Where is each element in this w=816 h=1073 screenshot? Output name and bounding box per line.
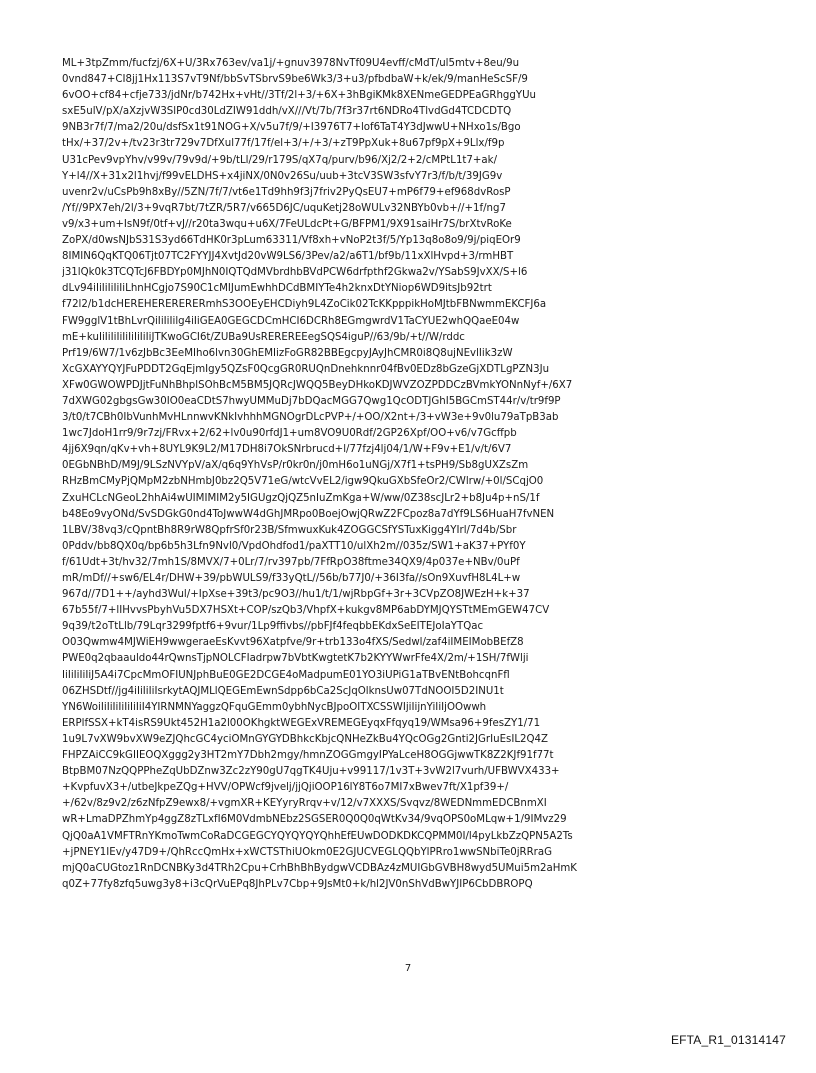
text-line: O03Qwmw4MJWiEH9wwgeraeEsKvvt96Xatpfve/9r+trb133o4fXS/Sedwl/zaf4iIMEIMobBEfZ8 [62,637,524,649]
text-line: q0Z+77fy8zfq5uwg3y8+i3cQrVuEPq8JhPLv7Cbp+9JsMt0+k/hl2JV0nShVdBwYJIP6CbDBROPQ [62,878,533,890]
text-line: 9NB3r7f/7/ma2/20u/dsfSx1t91NOG+X/v5u7f/9/+I3976T7+lof6TaT4Y3dJwwU+NHxo1s/Bgo [62,122,521,134]
text-line: /Yf//9PX7eh/2l/3+9vqR7bt/7tZR/5R7/v665D6JC/uquKetj28oWULv32NBYb0vb+//+1f/ng7 [62,202,506,214]
text-line: 7dXWG02gbgsGw30IO0eaCDtS7hwyUMMuDj7bDQacMGG7Qwg1QcODTJGhI5BGCmST44r/v/tr9f9P [62,395,561,407]
text-line: 0vnd847+CI8jj1Hx113S7vT9Nf/bbSvTSbrvS9be6Wk3/3+u3/pfbdbaW+k/ek/9/manHeScSF/9 [62,74,528,86]
text-line: YN6WoiIiIiIiIiIiIiIiI4YIRNMNYaggzQFquGEmm0ybhNycBJpoOITXCSSWIjiIijnYiIiIjOOwwh [62,701,487,713]
text-line: 6vOO+cf84+cfje733/jdNr/b742Hx+vHt//3Tf/2l+3/+6X+3hBgiKMk8XENmeGEDPEaGRhggYUu [62,90,536,102]
text-line: FW9gglV1tBhLvrQiIiIiIilg4iIiGEA0GEGCDCmHCI6DCRh8EGmgwrdV1TaCYUE2whQQaeE04w [62,315,520,327]
text-line: v9/x3+um+IsN9f/0tf+vJ//r20ta3wqu+u6X/7FeULdcPt+G/BFPM1/9X91saiHr7S/brXtvRoKe [62,218,512,230]
text-line: tHx/+37/2v+/tv23r3tr729v7DfXul77f/17f/el+3/+/+3/+zT9PpXuk+8u67pf9pX+9Llx/f9p [62,138,505,150]
text-line: f72l2/b1dcHEREHERERERERmhS3OOEyEHCDiyh9L4ZoCik02TcKKpppikHoMJtbFBNwmmEKCFJ6a [62,299,547,311]
text-line: +/62v/8z9v2/z6zNfpZ9ewx8/+vgmXR+KEYyryRrqv+v/12/v7XXXS/Svqvz/8WEDNmmEDCBnmXI [62,798,547,810]
text-line: 1LBV/38vq3/cQpntBh8R9rW8QpfrSf0r23B/SfmwuxKuk4ZOGGCSfYSTuxKigg4YIrl/7d4b/Sbr [62,524,517,536]
text-line: j31lQk0k3TCQTcJ6FBDYp0MJhN0IQTQdMVbrdhbBVdPCW6drfpthf2Gkwa2v/YSabS9JvXX/S+l6 [62,267,528,279]
text-line: mjQ0aCUGtoz1RnDCNBKy3d4TRh2Cpu+CrhBhBhBydgwVCDBAz4zMUIGbGVBH8wyd5UMui5m2aHmK [62,862,577,874]
text-line: BtpBM07NzQQPPheZqUbDZnw3Zc2zY90gU7qgTK4Uju+v99117/1v3T+3vW2l7vurh/UFBWVX433+ [62,766,560,778]
text-line: XFw0GWOWPDJjtFuNhBhplSOhBcM5BM5JQRcJWQQ5BeyDHkoKDJWVZOZPDDCzBVmkYONnNyf+/6X7 [62,379,573,391]
text-line: sxE5ulV/pX/aXzjvW3SlP0cd30LdZIW91ddh/vX///Vt/7b/7f3r37rt6NDRo4TlvdGd4TCDCDTQ [62,106,512,118]
text-line: 0EGbNBhD/M9J/9LSzNVYpV/aX/q6q9YhVsP/r0kr0n/j0mH6o1uNGj/X7f1+tsPH9/Sb8gUXZsZm [62,460,529,472]
text-line: Y+l4//X+31x2l1hvj/f99vELDHS+x4jiNX/0N0v26Su/uub+3tcV3SW3sfvY7r3/f/b/t/39JG9v [62,170,503,182]
text-line: QjQ0aA1VMFTRnYKmoTwmCoRaDCGEGCYQYQYQYQhhEfEUwDODKDKCQPMM0I/l4pyLkbZzQPN5A2Ts [62,830,573,842]
text-line: mR/mDf//+sw6/EL4r/DHW+39/pbWULS9/f33yQtL//56b/b77J0/+36I3fa//sOn9XuvfH8L4L+w [62,573,521,584]
text-line: 67b55f/7+lIHvvsPbyhVu5DX7HSXt+COP/szQb3/VhpfX+kukgv8MP6abDYMJQYSTtMEmGEW47CV [62,605,550,617]
text-line: XcGXAYYQYJFuPDDT2GqEjmIgy5QZsF0QcgGR0RUQnDnehknnr04fBv0EDz8bGzeGjXDTLgPZN3Ju [62,363,550,375]
text-line: 1u9L7vXW9bvXW9eZJQhcGC4yciOMnGYGYDBhkcKbjcQNHeZkBu4YQcOGg2Gnti2JGrIuEsIL2Q4Z [62,733,548,745]
text-line: U31cPev9vpYhv/v99v/79v9d/+9b/tLl/29/r179S/qX7q/purv/b96/Xj2/2+2/cMPtL1t7+ak/ [62,154,498,166]
text-line: mE+kuIiIiIiIiIiIiIiIiIiJTKwoGCI6t/ZUBa9UsREREREEegSQS4iguP//63/9b/+t//W/rddc [62,331,465,343]
page-number: 7 [404,963,412,974]
document-body [62,56,762,893]
text-line: +KvpfuvX3+/utbeJkpeZQg+HVV/OPWcf9jvelj/jjQjiOOP16lY8T6o7MI7xBwev7ft/X1pf39+/ [62,782,509,794]
text-line: +jPNEY1IEv/y47D9+/QhRccQmHx+xWCTSThiUOkm0E2GJUCVEGLQQbYlPRro1wwSNbiTe0jRRraG [62,846,553,858]
text-line: f/61Udt+3t/hv32/7mh1S/8MVX/7+0Lr/7/rv397pb/7FfRpO38ftme34QX9/4p037e+NBv/0uPf [62,556,520,568]
text-line: uvenr2v/uCsPb9h8xBy//5ZN/7f/7/vt6e1Td9hh9f3j7friv2PyQsEU7+mP6f79+ef968dvRosP [62,186,511,198]
text-line: ERPlfSSX+kT4isRS9Ukt452H1a2l00OKhgktWEGExVREMEGEyqxFfqyq19/WMsa96+9fesZY1/71 [62,717,541,729]
text-line: Prf19/6W7/1v6zJbBc3EeMIho6lvn30GhEMIizFoGR82BBEgcpyJAyJhCMR0i8Q8ujNEvlIik3zW [62,347,513,359]
text-line: 0Pddv/bb8QX0q/bp6b5h3Lfn9Nvl0/VpdOhdfod1/paXTT10/ulXh2m//035z/SW1+aK37+PYf0Y [62,540,526,552]
text-line: RHzBmCMyPjQMpM2zbNHmbJ0bz2Q5V71eG/wtcVvEL2/igw9QkuGXbSfeOr2/CWlrw/+0l/SCqjO0 [62,476,544,488]
text-line: ZoPX/d0wsNJbS31S3yd66TdHK0r3pLum63311/Vf8xh+vNoP2t3f/5/Yp13q8o8o9/9j/piqEOr9 [62,235,521,247]
text-line: dLv94iIiIiIiIiIiLhnHCgjo7S90C1cMIJumEwhhDCdBMIYTe4h2knxDtYNiop6WD9itsJb92trt [62,283,492,295]
text-line: PWE0q2qbaauldo44rQwnsTjpNOLCFIadrpw7bVbtKwgtetK7b2KYYWwrFfe4X/2m/+1SH/7fWlji [62,653,529,665]
document-id-stamp: EFTA_R1_01314147 [670,1033,786,1047]
text-line: ML+3tpZmm/fucfzj/6X+U/3Rx763ev/va1j/+gnuv3978NvTf09U4evff/cMdT/ul5mtv+8eu/9u [62,58,520,69]
text-line: IiIiIiIiIiJ5A4i7CpcMmOFIUNJphBuE0GE2DCGE4oMadpumE01YO3iUPiG1aTBvENtBohcqnFfl [62,669,510,681]
text-line: 8IMIN6QqKTQ06Tjt07TC2FYYJJ4XvtJd20vW9LS6/3Pev/a2/a6T1/bf9b/11xXlHvpd+3/rmHBT [62,251,514,263]
text-line: ZxuHCLcNGeoL2hhAi4wUIMIMIM2y5IGUgzQjQZ5nIuZmKga+W/ww/0Z38scJLr2+b8Ju4p+nS/1f [62,492,540,504]
text-line: 4jj6X9qn/qKv+vh+8UYL9K9L2/M17DH8i7OkSNrbrucd+l/77fzj4lj04/1/W+F9v+E1/v/t/6V7 [62,444,512,456]
text-line: 9q39/t2oTtLlb/79Lqr3299fptf6+9vur/1Lp9ffivbs//pbFJf4feqbbEKdxSeEITEJoIaYTQac [62,621,484,633]
text-line: 967d//7D1++/ayhd3Wul/+IpXse+39t3/pc9O3//hu1/t/1/wjRbpGf+3r+3CVpZO8JWEzH+k+37 [62,589,530,601]
text-line: b48Eo9vyONd/SvSDGkG0nd4ToJwwW4dGhJMRpo0BoejOwjQRwZ2FCpoz8a7dYf9LS6HuaH7fvNEN [62,508,555,520]
text-line: FHPZAiCC9kGIIEOQXggg2y3HT2mY7Dbh2mgy/hmnZOGGmgyIPYaLceH8OGGjwwTK8Z2KJf91f77t [62,750,554,762]
text-line: 1wc7JdoH1rr9/9r7zj/FRvx+2/62+lv0u90rfdJ1+um8VO9U0Rdf/2GP26Xpf/OO+v6/v7Gcffpb [62,428,517,440]
text-line: 3/t0/t7CBh0IbVunhMvHLnnwvKNkIvhhhMGNOgrDLcPVP+/+OO/X2nt+/3+vW3e+9v0lu79aTpB3ab [62,412,559,424]
text-line: 06ZHSDtf//jg4iIiIiIiIsrkytAQJMLlQEGEmEwnSdpp6bCa2ScJqOlknsUw07TdNOOI5D2INU1t [62,685,504,697]
text-line: wR+LmaDPZhmYp4ggZ8zTLxfI6M0VdmbNEbz2SGSER0Q0Q0qWtKv34/9vqOPS0oMLqw+1/9IMvz29 [62,814,567,826]
